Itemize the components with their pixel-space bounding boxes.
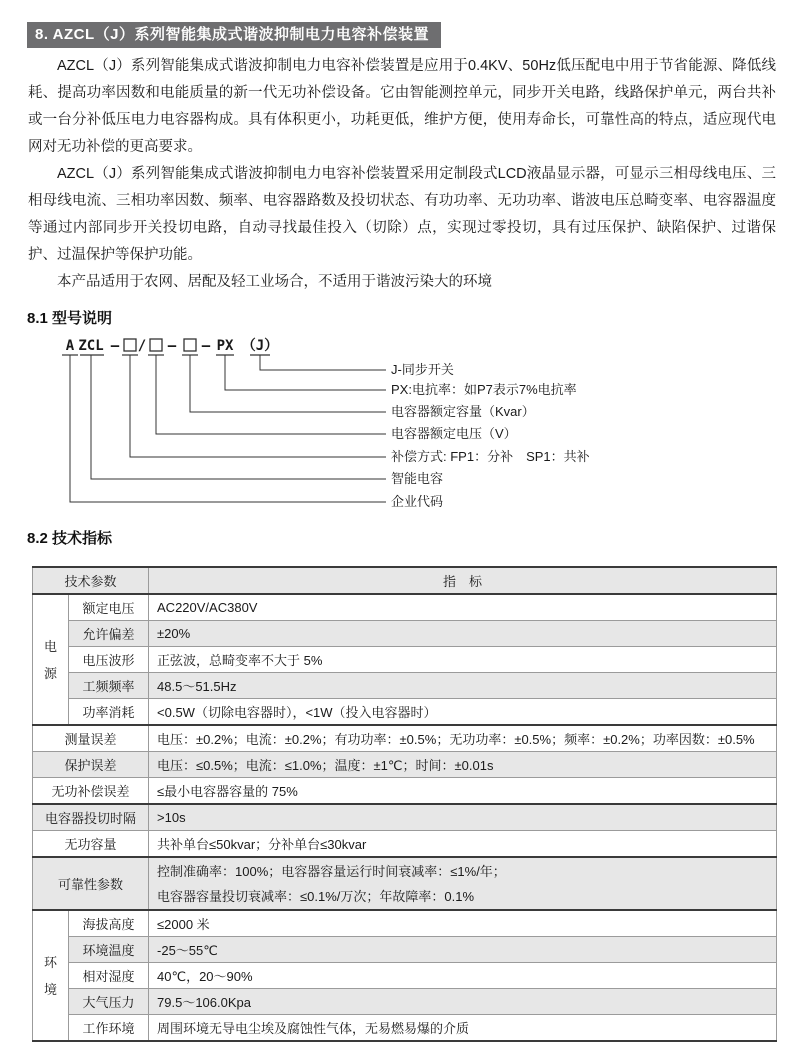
value-cell: ≤最小电容器容量的 75% [149,778,777,805]
value-line-1: 控制准确率：100%；电容器容量运行时间衰减率：≤1%/年； [157,863,506,879]
section-title-bar [27,22,441,48]
table-row [33,752,777,778]
table-row [33,699,777,726]
table-row [33,989,777,1015]
intro-paragraph-1: AZCL（J）系列智能集成式谐波抑制电力电容补偿装置是应用于0.4KV、50Hz低压配电中用于节省能源、降低线耗、提高功率因数和电能质量的新一代无功补偿设备。它由智能测控单元，同步开关电路，线路保护单元，两台共补或一台分补低压电力电容器构成。具有体积更小，功耗更低，维护方便，使用寿命长，可靠性高的特点，适应现代电网对无功补偿的更高要求。 [28,58,776,155]
table-row [33,831,777,858]
diagram-label-sync-switch: J-同步开关 [391,362,454,377]
table-row [33,1015,777,1042]
diagram-label-smart-capacitor: 智能电容 [391,471,444,486]
param-cell: 大气压力 [69,989,149,1015]
param-cell: 电压波形 [69,647,149,673]
intro-paragraphs [28,53,776,296]
value-cell: 48.5～51.5Hz [149,673,777,699]
value-cell: ≤2000 米 [149,910,777,937]
technical-specs-table [32,566,777,1042]
table-row [33,857,777,910]
table-row [33,647,777,673]
param-cell: 海拔高度 [69,910,149,937]
param-cell: 环境温度 [69,937,149,963]
value-line-2: 电容器容量投切衰减率：≤0.1%/万次；年故障率：0.1% [157,888,475,904]
param-cell: 电容器投切时隔 [33,804,149,831]
value-cell: 79.5～106.0Kpa [149,989,777,1015]
value-cell: AC220V/AC380V [149,594,777,621]
value-cell: <0.5W（切除电容器时），<1W（投入电容器时） [149,699,777,726]
value-cell: 周围环境无导电尘埃及腐蚀性气体，无易燃易爆的介质 [149,1015,777,1042]
value-cell: 电压：≤0.5%；电流：≤1.0%；温度：±1℃；时间：±0.01s [149,752,777,778]
table-row [33,594,777,621]
value-header: 指 标 [149,567,777,594]
param-cell: 测量误差 [33,725,149,752]
value-cell: 正弦波，总畸变率不大于 5% [149,647,777,673]
model-code-prefix: A [65,338,75,354]
diagram-label-compensation: 补偿方式: FP1：分补 SP1：共补 [391,449,590,464]
diagram-label-enterprise-code: 企业代码 [391,494,444,509]
value-cell [149,857,777,910]
table-row [33,937,777,963]
table-row [33,778,777,805]
param-cell: 工频频率 [69,673,149,699]
model-code-box-compensation [124,339,136,351]
value-cell: -25～55℃ [149,937,777,963]
table-row [33,910,777,937]
section-title: 8. AZCL（J）系列智能集成式谐波抑制电力电容补偿装置 [35,26,429,43]
param-cell: 可靠性参数 [33,857,149,910]
param-cell: 相对湿度 [69,963,149,989]
value-cell: 电压：±0.2%；电流：±0.2%；有功功率：±0.5%；无功功率：±0.5%；频率：±0.2%；功率因数：±0.5% [149,725,777,752]
model-code-box-capacity [184,339,196,351]
param-cell: 允许偏差 [69,621,149,647]
param-header: 技术参数 [33,567,149,594]
table-row [33,963,777,989]
param-cell: 无功容量 [33,831,149,858]
table-row [33,725,777,752]
model-code-diagram [28,334,776,524]
model-code-dash: — [167,338,177,354]
model-code-dash: — [201,338,211,354]
intro-paragraph-2: AZCL（J）系列智能集成式谐波抑制电力电容补偿装置采用定制段式LCD液晶显示器，可显示三相母线电压、三相母线电流、三相功率因数、频率、电容器路数及投切状态、有功功率、无功功率、谐波电压总畸变率、电容器温度等通过内部同步开关投切电路，自动寻找最佳投入（切除）点，实现过零投切，具有过压保护、缺陷保护、过谐保护、过温保护等保护功能。 [28,166,776,263]
diagram-label-reactance: PX:电抗率：如P7表示7%电抗率 [391,382,577,397]
table-row [33,673,777,699]
param-cell: 额定电压 [69,594,149,621]
model-code-j: （J） [241,338,279,354]
group-cell-environment: 环境 [33,910,69,1041]
value-cell: >10s [149,804,777,831]
param-cell: 工作环境 [69,1015,149,1042]
value-cell: 40℃，20～90% [149,963,777,989]
table-row [33,621,777,647]
param-cell: 保护误差 [33,752,149,778]
table-row [33,804,777,831]
model-code-px: PX [216,338,234,354]
table-header-row [33,567,777,594]
diagram-label-rated-voltage: 电容器额定电压（V） [391,426,517,441]
model-code-dash: — [110,338,120,354]
group-cell-power: 电源 [33,594,69,725]
diagram-label-rated-capacity: 电容器额定容量（Kvar） [391,404,535,419]
model-code-brand: ZCL [78,338,104,354]
model-code-box-voltage [150,339,162,351]
heading-model-description: 8.1 型号说明 [27,310,113,327]
value-cell: 共补单台≤50kvar；分补单台≤30kvar [149,831,777,858]
param-cell: 无功补偿误差 [33,778,149,805]
heading-technical-specs: 8.2 技术指标 [27,530,113,547]
param-cell: 功率消耗 [69,699,149,726]
model-code-slash: / [137,338,147,354]
intro-paragraph-3: 本产品适用于农网、居配及轻工业场合，不适用于谐波污染大的环境 [57,274,492,290]
connector-lines [70,355,386,502]
value-cell: ±20% [149,621,777,647]
